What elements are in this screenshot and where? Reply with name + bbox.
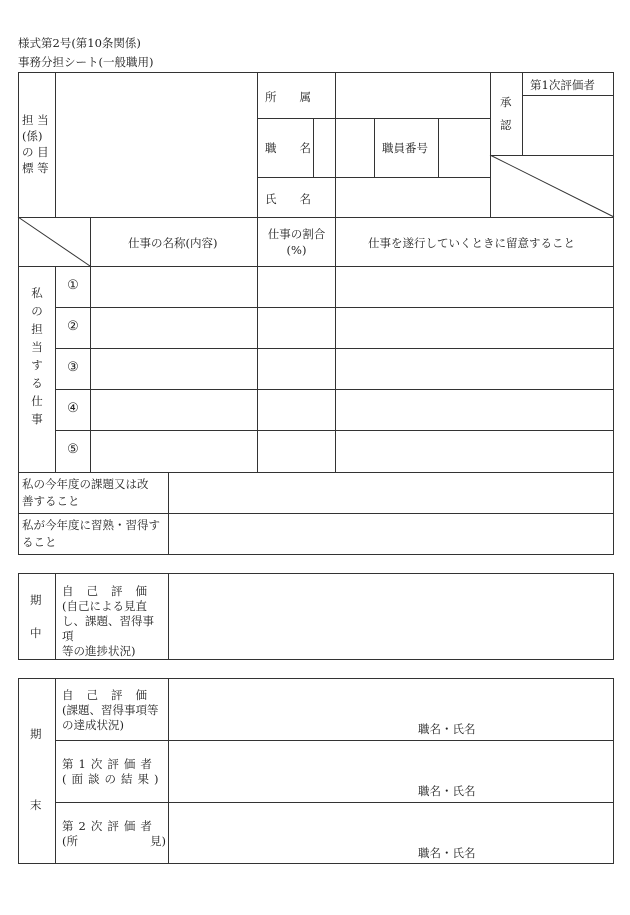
signature-label: 職名・氏名 (418, 722, 476, 736)
skills-label: 私が今年度に習熟・習得す ること (22, 518, 160, 549)
task-ratio-input[interactable] (258, 431, 335, 472)
approval-label-1: 承 (500, 95, 512, 109)
task-notes-input[interactable] (336, 431, 613, 472)
mid-period-label-2: 中 (30, 626, 42, 640)
issues-label: 私の今年度の課題又は改 善すること (22, 477, 149, 508)
signature-label: 職名・氏名 (418, 846, 476, 860)
target-label: 担 当 (係) の 目 標 等 (22, 113, 49, 175)
signature-label: 職名・氏名 (418, 784, 476, 798)
task-row-number: ⑤ (67, 442, 79, 457)
task-ratio-input[interactable] (258, 390, 335, 430)
task-name-input[interactable] (91, 308, 257, 348)
task-name-input[interactable] (91, 431, 257, 472)
mid-self-eval-label: 自己評価 (自己による見直 し、課題、習得事項 等の進捗状況) (62, 584, 160, 658)
form-number: 様式第2号(第10条関係) (18, 36, 141, 50)
task-ratio-input[interactable] (258, 308, 335, 348)
first-evaluator-result-label: 第1次評価者 (面談の結果) (62, 757, 164, 786)
task-notes-input[interactable] (336, 267, 613, 307)
approval-label-2: 認 (500, 118, 512, 132)
name-label: 氏 名 (265, 192, 311, 206)
task-name-input[interactable] (91, 267, 257, 307)
form-title: 事務分担シート(一般職用) (18, 55, 154, 69)
second-evaluator-opinion-label: 第2次評価者 (所 見) (62, 819, 166, 848)
col-task-name: 仕事の名称(内容) (128, 236, 218, 250)
employee-number-label: 職員番号 (382, 141, 428, 155)
task-ratio-input[interactable] (258, 267, 335, 307)
col-task-ratio: 仕事の割合 (%) (267, 227, 326, 257)
my-tasks-label: 私の担当する仕事 (31, 286, 43, 426)
first-evaluator-result-input[interactable] (169, 741, 613, 801)
task-row-number: ④ (67, 401, 79, 416)
title-label: 職 名 (265, 141, 311, 155)
task-row-number: ② (67, 319, 79, 334)
end-self-eval-label: 自己評価 (課題、習得事項等 の達成状況) (62, 688, 160, 732)
task-name-input[interactable] (91, 390, 257, 430)
skills-input[interactable] (169, 514, 613, 554)
end-self-eval-input[interactable] (169, 679, 613, 739)
issues-input[interactable] (169, 473, 613, 513)
affiliation-label: 所 属 (265, 90, 311, 104)
end-period-label-2: 末 (30, 798, 42, 812)
second-evaluator-opinion-input[interactable] (169, 803, 613, 863)
task-notes-input[interactable] (336, 349, 613, 389)
task-row-number: ① (67, 278, 79, 293)
task-ratio-input[interactable] (258, 349, 335, 389)
mid-period-label-1: 期 (30, 593, 42, 607)
task-name-input[interactable] (91, 349, 257, 389)
first-evaluator-label: 第1次評価者 (530, 78, 595, 92)
task-notes-input[interactable] (336, 308, 613, 348)
end-period-label-1: 期 (30, 727, 42, 741)
task-row-number: ③ (67, 360, 79, 375)
col-task-notes: 仕事を遂行していくときに留意すること (368, 236, 575, 250)
task-notes-input[interactable] (336, 390, 613, 430)
mid-self-eval-input[interactable] (169, 574, 613, 659)
